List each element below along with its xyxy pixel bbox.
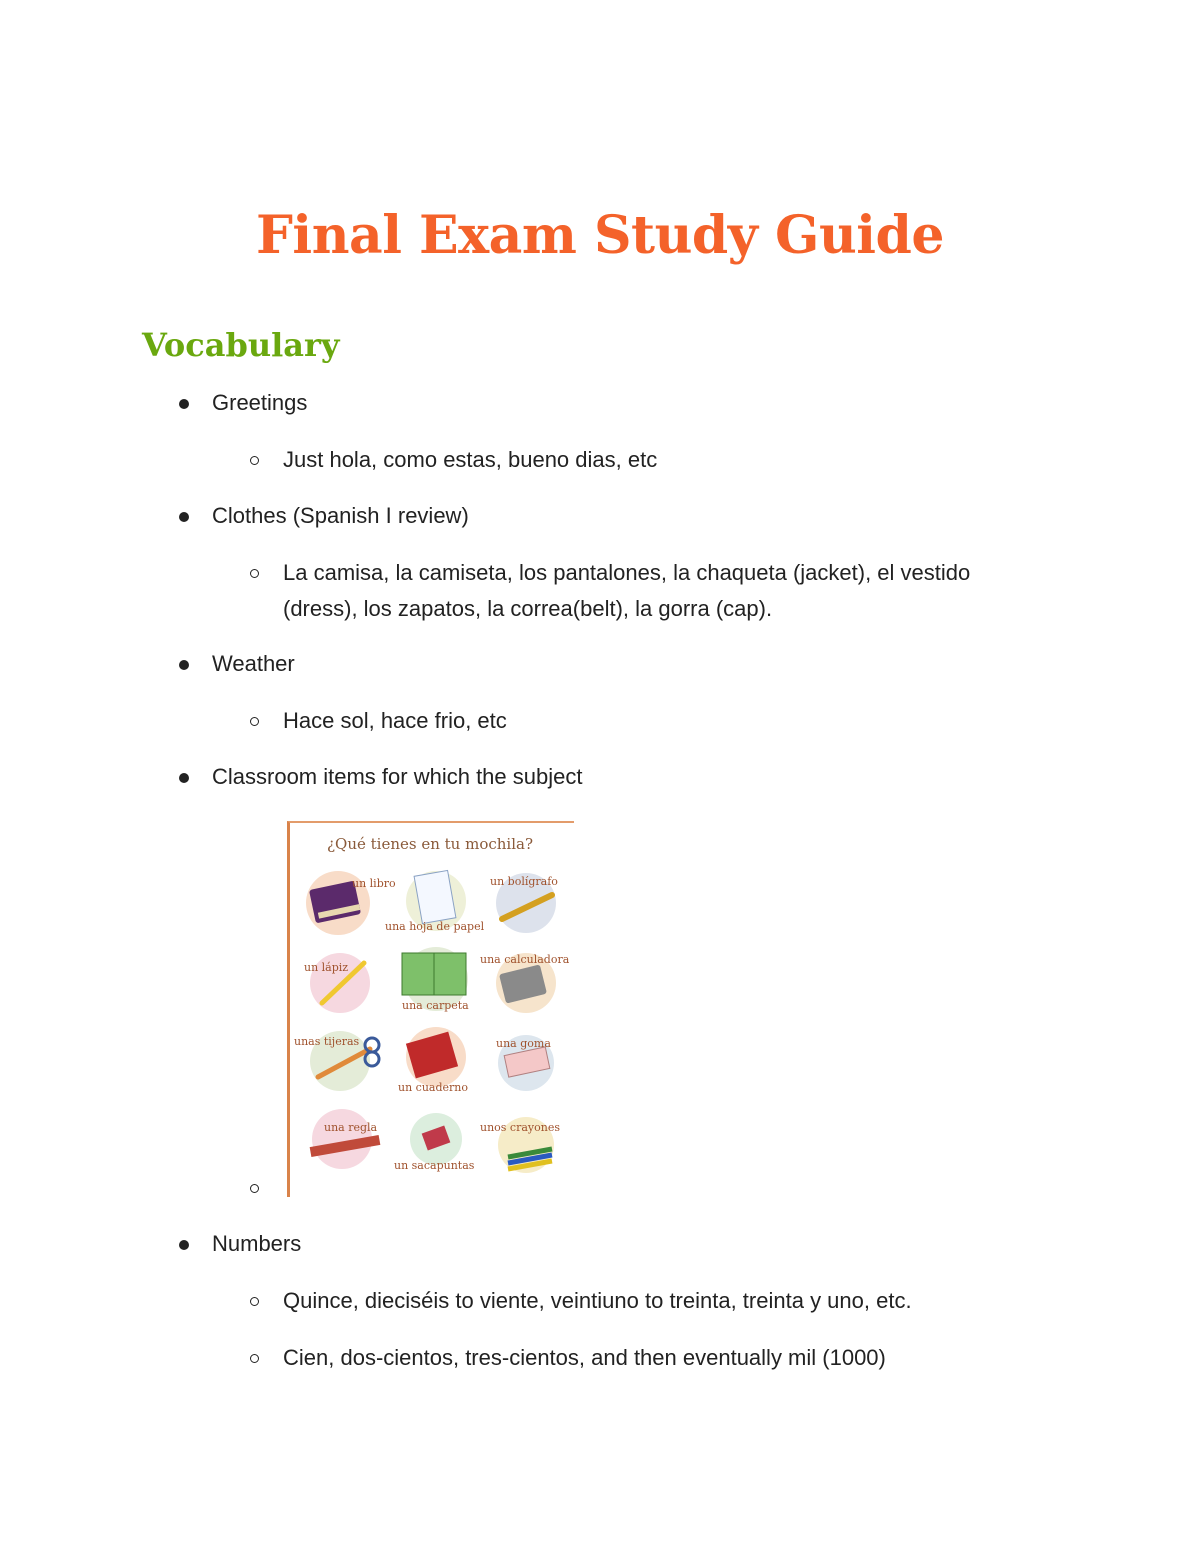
classroom-items-poster xyxy=(287,821,574,1197)
sub-bullet-icon xyxy=(250,1184,259,1193)
sub-bullet-icon xyxy=(250,456,259,465)
poster-label: unas tijeras xyxy=(294,1035,360,1048)
poster-label: un lápiz xyxy=(304,961,349,974)
list-item-greetings: Greetings xyxy=(212,390,308,415)
bullet-icon xyxy=(179,1240,189,1250)
sub-bullet-icon xyxy=(250,717,259,726)
sub-item-clothes-line1: La camisa, la camiseta, los pantalones, la chaqueta (jacket), el vestido xyxy=(283,560,971,585)
sub-item-greetings: Just hola, como estas, bueno dias, etc xyxy=(283,447,658,472)
bullet-icon xyxy=(179,660,189,670)
sub-bullet-icon xyxy=(250,569,259,578)
sub-item-numbers-2: Cien, dos-cientos, tres-cientos, and then eventually mil (1000) xyxy=(283,1345,886,1370)
page-title: Final Exam Study Guide xyxy=(256,205,944,266)
poster-label: una hoja de papel xyxy=(385,920,485,933)
poster-label: un bolígrafo xyxy=(490,875,558,888)
sub-item-weather: Hace sol, hace frio, etc xyxy=(283,708,507,733)
poster-label: un cuaderno xyxy=(398,1081,468,1094)
bullet-icon xyxy=(179,512,189,522)
poster-illustration xyxy=(290,823,574,1197)
poster-label: una carpeta xyxy=(402,999,469,1012)
poster-label: una regla xyxy=(324,1121,378,1134)
list-item-numbers: Numbers xyxy=(212,1231,302,1256)
sub-bullet-icon xyxy=(250,1297,259,1306)
sub-item-clothes-line2: (dress), los zapatos, la correa(belt), la gorra (cap). xyxy=(283,596,773,621)
poster-label: una calculadora xyxy=(480,953,570,966)
poster-title: ¿Qué tienes en tu mochila? xyxy=(326,835,534,853)
poster-label: unos crayones xyxy=(480,1121,560,1134)
section-heading-vocabulary: Vocabulary xyxy=(142,326,340,364)
list-item-clothes: Clothes (Spanish I review) xyxy=(212,503,469,528)
sub-item-numbers-1: Quince, dieciséis to viente, veintiuno to treinta, treinta y uno, etc. xyxy=(283,1288,912,1313)
poster-label: un sacapuntas xyxy=(394,1159,475,1172)
bullet-icon xyxy=(179,773,189,783)
bullet-icon xyxy=(179,399,189,409)
poster-label: un libro xyxy=(352,877,396,890)
list-item-weather: Weather xyxy=(212,651,295,676)
poster-label: una goma xyxy=(496,1037,551,1050)
sub-bullet-icon xyxy=(250,1354,259,1363)
list-item-classroom: Classroom items for which the subject xyxy=(212,764,583,789)
